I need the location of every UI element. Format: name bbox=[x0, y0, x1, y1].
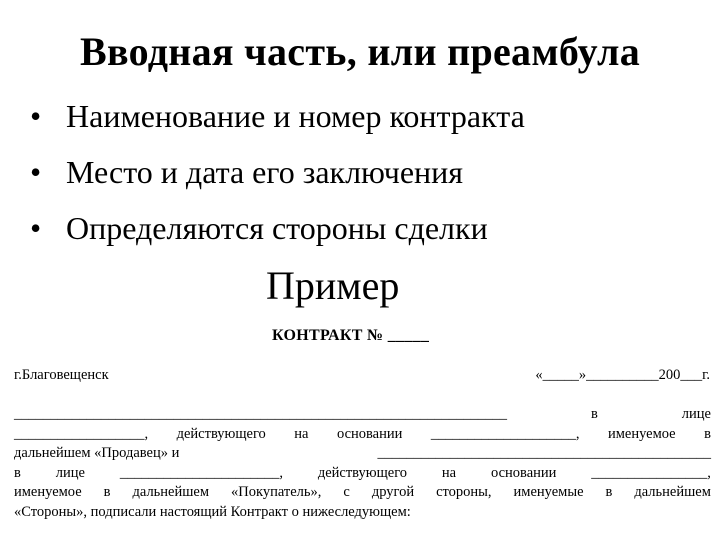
contract-word: на bbox=[441, 464, 457, 481]
bullet-icon: • bbox=[30, 210, 42, 246]
example-heading: Пример bbox=[266, 263, 400, 308]
bullet-text: Наименование и номер контракта bbox=[66, 98, 525, 134]
contract-word: лице bbox=[55, 464, 85, 481]
contract-word: лице bbox=[681, 406, 711, 422]
contract-date: «_____»__________200___г. bbox=[535, 367, 710, 383]
contract-word: именуемое bbox=[607, 425, 676, 442]
contract-text-line bbox=[14, 483, 711, 503]
contract-word: в bbox=[590, 406, 598, 422]
contract-word: основании bbox=[490, 464, 557, 481]
contract-word: «Стороны», подписали настоящий Контракт о нижеследующем: bbox=[14, 503, 411, 520]
contract-text-line bbox=[14, 405, 711, 425]
contract-word: дальнейшем bbox=[132, 484, 210, 500]
contract-word: в bbox=[704, 425, 711, 442]
contract-title: КОНТРАКТ № _____ bbox=[272, 327, 430, 344]
contract-word: «Покупатель», bbox=[231, 484, 322, 500]
bullet-item bbox=[30, 144, 525, 200]
contract-word: ________________, bbox=[591, 464, 711, 481]
contract-word: в bbox=[103, 484, 111, 500]
contract-word: на bbox=[294, 425, 309, 442]
contract-word: действующего bbox=[176, 425, 266, 442]
bullet-icon: • bbox=[30, 154, 42, 190]
contract-word: стороны, bbox=[436, 484, 492, 500]
bullet-text: Определяются стороны сделки bbox=[66, 210, 488, 246]
contract-city: г.Благовещенск bbox=[14, 367, 109, 383]
bullet-item bbox=[30, 88, 525, 144]
bullet-icon: • bbox=[30, 98, 42, 134]
contract-word: ______________________, bbox=[119, 464, 283, 481]
contract-word: ____________________, bbox=[430, 425, 580, 442]
contract-word: именуемое bbox=[14, 484, 82, 500]
contract-text-line bbox=[14, 503, 711, 523]
contract-word: основании bbox=[336, 425, 403, 442]
contract-word: с bbox=[343, 484, 350, 500]
contract-text-line bbox=[14, 444, 711, 464]
contract-word: действующего bbox=[317, 464, 408, 481]
contract-word: дальнейшем bbox=[634, 484, 711, 500]
contract-text-line bbox=[14, 425, 711, 445]
contract-preamble-paragraph bbox=[14, 405, 711, 522]
bullet-item bbox=[30, 200, 525, 256]
bullet-list bbox=[30, 88, 525, 256]
contract-word: ____________________________________________________________________ bbox=[14, 406, 507, 422]
contract-word: именуемые bbox=[513, 484, 584, 500]
contract-word: другой bbox=[371, 484, 415, 500]
contract-text-line bbox=[14, 464, 711, 484]
contract-word: ______________________________________________ bbox=[377, 445, 711, 461]
slide-title: Вводная часть, или преамбула bbox=[79, 29, 641, 74]
contract-word: в bbox=[605, 484, 613, 500]
contract-word: дальнейшем «Продавец» и bbox=[14, 445, 180, 461]
contract-word: в bbox=[14, 464, 21, 481]
bullet-text: Место и дата его заключения bbox=[66, 154, 463, 190]
contract-word: __________________, bbox=[14, 425, 149, 442]
